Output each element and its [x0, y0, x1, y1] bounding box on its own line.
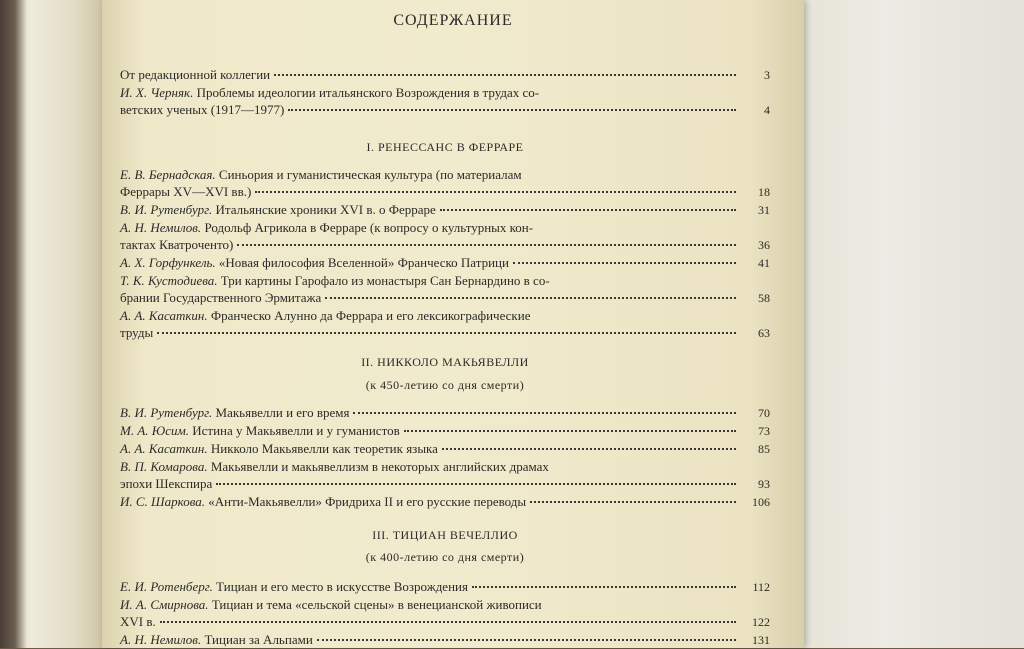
toc-entry-title: Тициан и тема «сельской сцены» в венецианской живописи: [211, 597, 542, 612]
leader-dots: [353, 412, 736, 414]
section-3-subtitle: (к 400-летию со дня смерти): [365, 550, 525, 564]
toc-entry-title-cont: XVI в.: [120, 614, 156, 629]
toc-entry-page: 106: [752, 495, 770, 509]
toc-entry: [120, 631, 770, 649]
toc-entry-line: [120, 166, 770, 183]
leader-dots: [274, 74, 736, 76]
toc-entry-line: [120, 404, 770, 422]
toc-entry-page: 4: [764, 103, 770, 117]
leader-dots: [440, 209, 736, 211]
toc-entry-author: В. П. Комарова.: [120, 459, 208, 474]
toc-entry-title: Макьявелли и макьявеллизм в некоторых английских драмах: [210, 459, 549, 474]
toc-entry-title: Родольф Агрикола в Ферраре (к вопросу о культурных кон-: [204, 220, 534, 235]
leader-dots: [237, 244, 736, 246]
toc-entry: [120, 404, 770, 422]
toc-entry-line: [120, 219, 770, 236]
toc-entry-title-cont: труды: [120, 325, 154, 340]
toc-entry: [120, 66, 770, 84]
toc-entry-title: Тициан за Альпами: [204, 632, 313, 647]
toc-entry-title: Проблемы идеологии итальянского Возрождения в трудах со-: [196, 85, 540, 100]
toc-entry-line: [120, 324, 770, 342]
toc-entry-author: Т. К. Кустодиева.: [120, 273, 218, 288]
toc-entry-title: Франческо Алунно да Феррара и его лексикографические: [210, 308, 531, 323]
section-2-subtitle: (к 450-летию со дня смерти): [365, 378, 525, 392]
toc-section-2: [120, 404, 770, 511]
toc-entry-line: [120, 101, 770, 119]
toc-entry-line: [120, 596, 770, 613]
toc-entry-title-cont: Феррары XV—XVI вв.): [120, 184, 252, 199]
toc-entry-line: [120, 631, 770, 649]
leader-dots: [157, 332, 736, 334]
toc-entry-page: 93: [758, 477, 770, 491]
toc-entry-author: Е. В. Бернадская.: [120, 167, 216, 182]
toc-entry: [120, 578, 770, 596]
toc-entry-line: [120, 272, 770, 289]
toc-entry-author: А. А. Касаткин.: [120, 308, 208, 323]
page-title: СОДЕРЖАНИЕ: [393, 12, 513, 29]
toc-entry: [120, 254, 770, 272]
leader-dots: [513, 262, 736, 264]
page-stack-edge: [30, 0, 102, 648]
toc-entry-line: [120, 66, 770, 84]
toc-entry-title-cont: тактах Кватроченто): [120, 237, 234, 252]
toc-entry-title: Тициан и его место в искусстве Возрождения: [216, 579, 468, 594]
toc-entry-line: [120, 254, 770, 272]
leader-dots: [530, 501, 736, 503]
toc-entry: [120, 458, 770, 493]
toc-entry-title: Три картины Гарофало из монастыря Сан Бернардино в со-: [220, 273, 550, 288]
toc-entry-page: 70: [758, 406, 770, 420]
toc-entry-author: И. Х. Черняк.: [120, 85, 194, 100]
section-2-title: II. НИККОЛО МАКЬЯВЕЛЛИ: [361, 355, 529, 369]
leader-dots: [288, 109, 736, 111]
toc-entry-page: 31: [758, 203, 770, 217]
toc-section-3: [120, 578, 770, 649]
leader-dots: [160, 621, 736, 623]
toc-entry-author: А. Х. Горфункель.: [120, 255, 216, 270]
toc-entry-title-cont: брании Государственного Эрмитажа: [120, 290, 322, 305]
toc-entry-page: 3: [764, 68, 770, 82]
toc-entry-line: [120, 236, 770, 254]
leader-dots: [216, 483, 736, 485]
toc-entry-line: [120, 201, 770, 219]
leader-dots: [472, 586, 736, 588]
toc-entry-author: А. Н. Немилов.: [120, 220, 202, 235]
toc-entry-author: И. А. Смирнова.: [120, 597, 209, 612]
toc-entry-title-cont: эпохи Шекспира: [120, 476, 213, 491]
toc-top-entries: [120, 66, 770, 119]
toc-entry-line: [120, 578, 770, 596]
toc-entry-line: [120, 84, 770, 101]
toc-entry: [120, 201, 770, 219]
toc-entry: [120, 272, 770, 307]
toc-entry-author: В. И. Рутенбург.: [120, 405, 213, 420]
toc-entry-title: «Анти-Макьявелли» Фридриха II и его русские переводы: [208, 494, 527, 509]
toc-entry-author: И. С. Шаркова.: [120, 494, 206, 509]
toc-entry-line: [120, 613, 770, 631]
toc-entry-title: От редакционной коллегии: [120, 67, 271, 82]
toc-entry-page: 41: [758, 256, 770, 270]
toc-entry-line: [120, 475, 770, 493]
leader-dots: [404, 430, 736, 432]
toc-entry: [120, 166, 770, 201]
toc-entry-page: 36: [758, 238, 770, 252]
leader-dots: [325, 297, 736, 299]
toc-entry: [120, 84, 770, 119]
leader-dots: [255, 191, 736, 193]
toc-entry-author: В. И. Рутенбург.: [120, 202, 213, 217]
toc-entry-page: 73: [758, 424, 770, 438]
toc-entry-line: [120, 289, 770, 307]
toc-entry: [120, 219, 770, 254]
toc-entry-author: А. А. Касаткин.: [120, 441, 208, 456]
toc-entry-title: «Новая философия Вселенной» Франческо Патрици: [218, 255, 509, 270]
toc-entry: [120, 493, 770, 511]
leader-dots: [317, 639, 736, 641]
toc-entry: [120, 440, 770, 458]
toc-entry-title: Итальянские хроники XVI в. о Ферраре: [215, 202, 436, 217]
toc-entry-line: [120, 183, 770, 201]
toc-section-1: [120, 166, 770, 342]
section-3-title: III. ТИЦИАН ВЕЧЕЛЛИО: [372, 528, 518, 542]
toc-entry-line: [120, 493, 770, 511]
toc-entry-line: [120, 307, 770, 324]
toc-entry-page: 63: [758, 326, 770, 340]
toc-entry-title: Макьявелли и его время: [215, 405, 350, 420]
toc-entry-page: 112: [752, 580, 770, 594]
toc-entry-page: 85: [758, 442, 770, 456]
leader-dots: [442, 448, 736, 450]
toc-entry-author: А. Н. Немилов.: [120, 632, 202, 647]
toc-entry: [120, 307, 770, 342]
toc-entry: [120, 596, 770, 631]
toc-entry-page: 58: [758, 291, 770, 305]
facing-background: [790, 0, 1024, 648]
toc-entry-title-cont: ветских ученых (1917—1977): [120, 102, 285, 117]
toc-entry-page: 131: [752, 633, 770, 647]
toc-entry-author: Е. И. Ротенберг.: [120, 579, 213, 594]
toc-entry-title: Синьория и гуманистическая культура (по материалам: [218, 167, 522, 182]
toc-entry-line: [120, 458, 770, 475]
toc-entry-page: 122: [752, 615, 770, 629]
toc-entry-page: 18: [758, 185, 770, 199]
toc-entry-title: Никколо Макьявелли как теоретик языка: [210, 441, 438, 456]
section-1-title: I. РЕНЕССАНС В ФЕРРАРЕ: [366, 140, 524, 154]
toc-entry-title: Истина у Макьявелли и у гуманистов: [192, 423, 400, 438]
toc-entry-line: [120, 440, 770, 458]
toc-entry: [120, 422, 770, 440]
toc-entry-author: М. А. Юсим.: [120, 423, 190, 438]
toc-entry-line: [120, 422, 770, 440]
